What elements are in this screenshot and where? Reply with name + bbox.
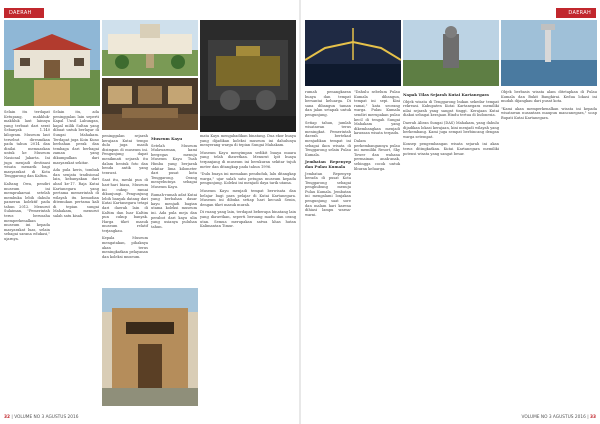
paragraph: Museum Kayu menjadi tempat berwisata dan belajar bagi para pelajar di Kutai Kartanegara. Museum ini dibuka setiap hari kecuali Senin, dengan tiket masuk murah.: [200, 188, 296, 207]
museum-garden-photo: [102, 20, 198, 76]
paragraph: Kepala Museum mengatakan, pihaknya akan terus meningkatkan pelayanan dan koleksi museum.: [102, 236, 148, 259]
right-page-column-1: [305, 90, 351, 400]
paragraph: Saat itu, meski pun di hari-hari biasa, Museum ini cukup ramai dikunjungi. Pengunjung lebih banyak datang dari Kutai Kartanegara tetapi dari daerah lain di Kaltim dan luar Kaltim pun cukup banyak. Harga tiket masuk museum relatif terjangkau.: [102, 178, 148, 233]
paragraph: "Dahulu sebelum Pulau Kumala dibangun, tempat ini sepi. Kini ramai," kata seorang warga. Pulau Kumala sendiri merupakan pulau kecil di tengah Sungai Mahakam yang dikembangkan menjadi kawasan wisata terpadu.: [354, 90, 400, 136]
subheading: Napak Tilas Sejarah Kutai Kartanegara: [403, 92, 489, 97]
paragraph: mata Kayu mengabadikan binatang. Dua ekor buaya yang dijadikan koleksi museum ini dahulunya menyerang warga di tepian Sungai Mahakam.: [200, 134, 296, 148]
paragraph: Selain itu terdapat Ketupang, makhluk-makhluk laut lainnya yang terbuat dari serat Sebanyak 1.140 kilogram. Museum laut tersebut diresmikan pada tahun 2014 dan dinilai memuaskan untuk ke Museum Nasional Jakarta. Ini juga menjadi destinasi wisata menarik bagi masyarakat di Kota Tenggarong dan Kaltim.: [4, 110, 50, 179]
left-page-column-3: [102, 134, 148, 284]
paragraph: Rumah-rumah adat Kutai yang berbahan dasar kayu menjadi bagian utama koleksi museum ini. Ada pula meja dan perabot dari kayu ulin yang usianya puluhan tahun.: [151, 192, 197, 229]
royal-carriage-photo: [200, 20, 296, 132]
issue-info: VOLUME NO 3 AGUSTUS 2016: [14, 415, 79, 420]
paragraph: Di ruang yang lain, terdapat beberapa binatang lain yang diawetkan, seperti beruang madu dan orang utan. Semua merupakan satwa khas hutan Kalimantan Timur.: [200, 210, 296, 229]
pulau-kumala-photo: [501, 20, 597, 86]
museum-entrance-photo: [102, 288, 198, 406]
statue-photo: [403, 20, 499, 86]
paragraph: Museum Kayu menyimpan sedikit buaya muara yang telah diawetkan. Menurut Ipit buaya terpanjang di museum ini berukuran sekitar tujuh meter dan ditangkap pada tahun 1996.: [200, 150, 296, 169]
paragraph: Selain itu, ada peninggalan lain seperti Kapal Unsil Labungan, kapal milik Sultan yang dibuat untuk berlayar di Sungai Mahakam. Terdapat juga Koin Kuno berbahan perak dan tembaga dari berbagai zaman yang dikumpulkan dari masyarakat sekitar.: [53, 110, 99, 165]
paragraph: rumah penangkaran buaya dan tempat bersantai keluarga. Di sana dibangun taman dan jalan setapak untuk pengunjung.: [305, 90, 351, 117]
subheading: Museum Kayu: [151, 136, 183, 141]
museum-interior-photo: [102, 78, 198, 130]
museum-building-photo: [4, 20, 100, 106]
right-page-footer: VOLUME NO 3 AGUSTUS 2016 | 33: [521, 415, 596, 420]
paragraph: Objek wisata di Tenggarong bukan sekedar tempat rekreasi. Kabupaten Kutai Kartanegara memiliki nilai sejarah yang sangat tinggi. Kerajaan Kutai diakui sebagai kerajaan Hindu tertua di Indonesia.: [403, 99, 499, 118]
paragraph: Jembatan Repenyep berada di pusat Kota Tenggarong sebagai penghubung menuju Pulau Kumala. Jembatan ini mengalami lonjakan pengunjung saat sore dan malam hari karena dihiasi lampu warna-warni.: [305, 171, 351, 217]
left-page-footer: 32 | VOLUME NO 3 AGUSTUS 2016: [4, 415, 79, 420]
paragraph: Ada pula keris, tombak dan senjata tradisional lain, kebanyakan dari abad ke-17. Raja Kutai Kartanegara yang pertama memerintah di wilayah itu kemudian ditemukan pertama kali di tepian sungai Mahakam, menurut salah satu kisah.: [53, 168, 99, 219]
page-number: 33: [590, 415, 596, 420]
page-number: 32: [4, 415, 10, 420]
left-page-column-2: [53, 110, 99, 300]
subheading: Jembatan Repenyep dan Pulau Kumala: [305, 159, 351, 169]
paragraph: Kaltang Owa, pendiri museum ini memprakarsai setelah membuka lebih dahulu pameran kolektif pada tahun 2012. Menurut Sulaiman, "Pemerintah terus berusaha memperkenalkan museum ini kepada masyarakat luas, selain sebagai sarana edukasi," ujarnya.: [4, 181, 50, 242]
paragraph: Daerah Aliran Sungai (DAS) Mahakam, yang dahulu dijadikan lokasi kerajaan, kini menjadi wilayah yang berkembang. Kami juga sempat berbincang dengan warga setempat.: [403, 120, 499, 139]
bridge-photo: [305, 20, 401, 86]
left-page-column-1: [4, 110, 50, 300]
right-page-column-1b: [354, 90, 400, 400]
right-page: [301, 0, 600, 424]
paragraph: "Kami akan memperkenalkan wisata ini kepada wisatawan nusantara maupun mancanegara," ucap Bupati Kutai Kartanegara.: [501, 106, 597, 120]
paragraph: Setelah Museum Mulawarman, kami bergegas menuju Museum Kayu Tuah Himba yang berjarak sekitar lima kilometer dari pusat kota Tenggarong. Orang menyebutnya sebagai Museum Kayu.: [151, 143, 197, 189]
paragraph: peninggalan sejarah kerajaan Kutai tempo dulu juga masih disimpan di museum ini. Pengunjung dapat menikmati sejarah itu dalam bentuk foto dan benda antik yang terawat.: [102, 134, 148, 175]
paragraph: Objek berbasis wisata alam ditetapkan di Pulau Kumala dan Bukit Bangkirai. Kedua lokasi ini mudah dijangkau dari pusat kota.: [501, 90, 597, 104]
section-tag: DAERAH: [556, 8, 596, 18]
left-page: [0, 0, 299, 424]
issue-info: VOLUME NO 3 AGUSTUS 2016: [521, 415, 586, 420]
right-page-column-2: [403, 90, 499, 400]
paragraph: Dalam perkembangannya pulau ini memiliki Resort, Sky Tower dan wahana permainan anak-anak, sehingga cocok untuk liburan keluarga.: [354, 138, 400, 171]
left-page-column-4: [200, 134, 296, 404]
section-tag: DAERAH: [4, 8, 44, 18]
paragraph: Setiap tahun, jumlah wisatawan terus meningkat. Pemerintah daerah bertekad menjadikan tempat ini sebagai ikon wisata di Tenggarong selain Pulau Kumala.: [305, 120, 351, 157]
paragraph: Konsep pengembangan wisata sejarah ini akan terus ditingkatkan. Kutai Kartanegara memiliki potensi wisata yang sangat besar.: [403, 142, 499, 156]
paragraph: "Dulu buaya ini memakan penduduk, lalu ditangkap warga," ujar salah satu petugas museum kepada pengunjung. Koleksi ini menjadi daya tarik utama.: [200, 172, 296, 186]
right-page-column-3: [501, 90, 597, 400]
